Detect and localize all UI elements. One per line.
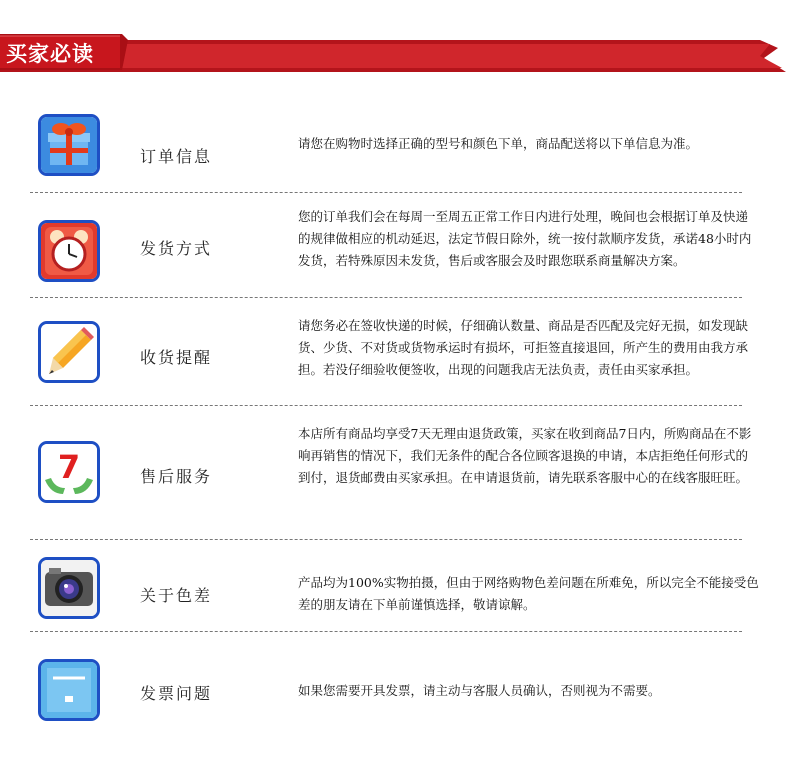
row-label: 收货提醒 <box>140 348 213 367</box>
gift-box-icon <box>38 114 100 176</box>
alarm-clock-icon <box>38 220 100 282</box>
dashed-divider <box>30 192 742 193</box>
row-label: 订单信息 <box>140 147 213 166</box>
dashed-divider <box>30 297 742 298</box>
info-row-order <box>30 112 742 192</box>
dashed-divider <box>30 631 742 632</box>
row-description: 请您务必在签收快递的时候，仔细确认数量、商品是否匹配及完好无损，如发现缺货、少货、不对货或货物承运时有损坏，可拒签直接退回，所产生的费用由我方承担。若没仔细验收便签收，出现的问题我店无法负责，责任由买家承担。 <box>298 318 749 377</box>
row-description: 本店所有商品均享受7天无理由退货政策，买家在收到商品7日内，所购商品在不影响再销售的情况下，我们无条件的配合各位顾客退换的申请，本店拒绝任何形式的到付，退货邮费由买家承担。在申请退货前，请先联系客服中心的在线客服旺旺。 <box>298 426 752 485</box>
row-description: 如果您需要开具发票，请主动与客服人员确认，否则视为不需要。 <box>298 683 661 698</box>
row-label: 发货方式 <box>140 239 213 258</box>
row-label: 售后服务 <box>140 467 213 486</box>
info-row-shipping <box>30 200 752 295</box>
info-row-receiving <box>30 305 749 403</box>
banner-title: 买家必读 <box>6 42 94 66</box>
row-description: 请您在购物时选择正确的型号和颜色下单，商品配送将以下单信息为准。 <box>298 136 699 151</box>
svg-text:7: 7 <box>57 448 81 486</box>
row-description: 产品均为100%实物拍摄，但由于网络购物色差问题在所难免，所以完全不能接受色差的朋友请在下单前谨慎选择，敬请谅解。 <box>298 575 759 612</box>
row-label: 关于色差 <box>140 586 213 605</box>
invoice-icon <box>38 659 100 721</box>
header-banner <box>0 30 790 80</box>
info-row-aftersales <box>30 413 752 537</box>
dashed-divider <box>30 405 742 406</box>
row-description: 您的订单我们会在每周一至周五正常工作日内进行处理，晚间也会根据订单及快递的规律做相应的机动延迟，法定节假日除外，统一按付款顺序发货，承诺48小时内发货，若特殊原因未发货，售后或客服会及时跟您联系商量解决方案。 <box>298 209 752 268</box>
dashed-divider <box>30 539 742 540</box>
info-row-color-difference <box>30 547 759 629</box>
seven-days-hands-icon <box>38 441 100 503</box>
row-label: 发票问题 <box>140 684 213 703</box>
ribbon-graphic <box>0 30 790 80</box>
info-row-invoice <box>30 655 742 735</box>
camera-icon <box>38 557 100 619</box>
pencil-icon <box>38 321 100 383</box>
